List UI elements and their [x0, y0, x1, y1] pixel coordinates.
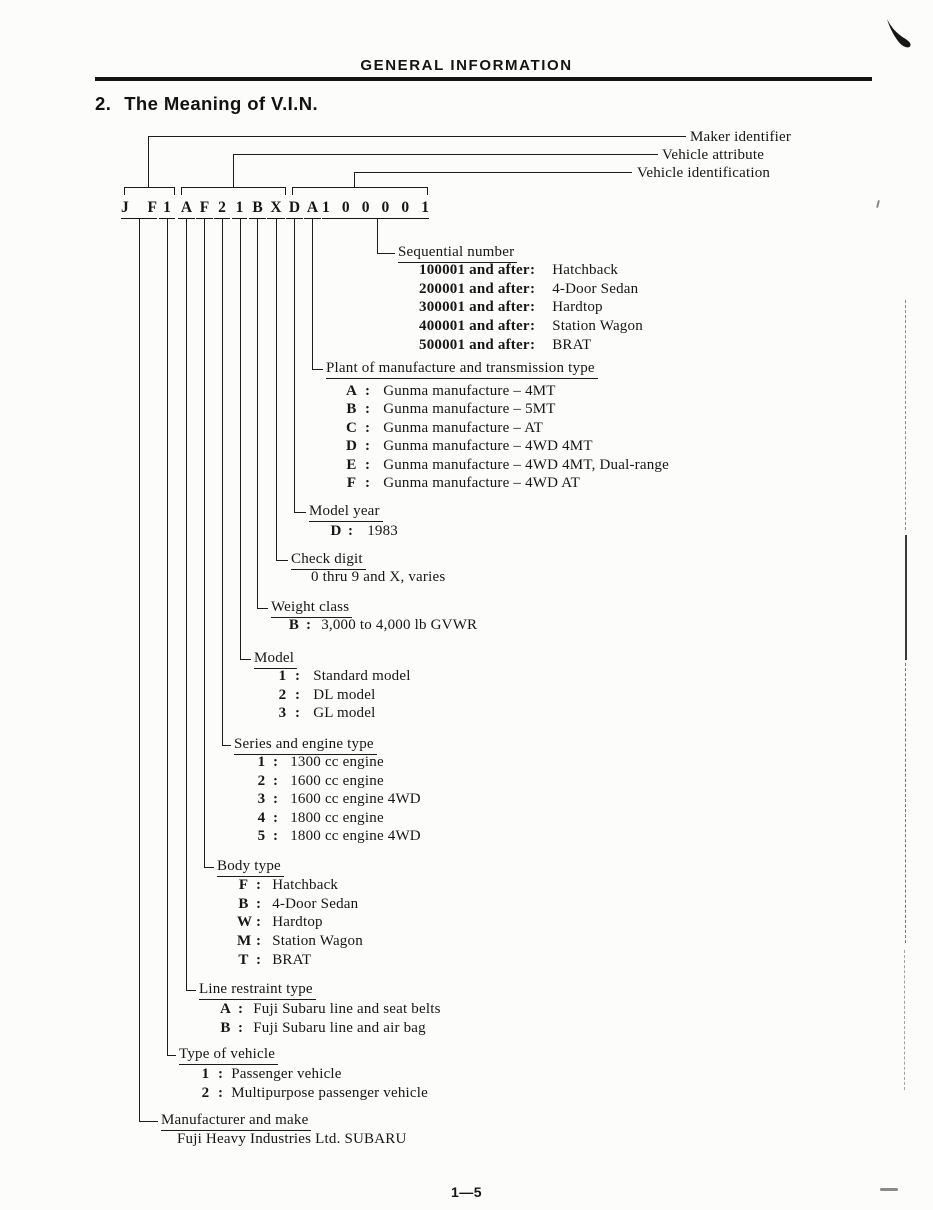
item-key: 500001 and after	[419, 336, 530, 353]
item-colon: :	[273, 809, 279, 826]
section-label-manufacturer-and-make: Manufacturer and make	[161, 1112, 311, 1131]
section-item-row	[256, 791, 421, 808]
connector-line	[312, 219, 313, 369]
vin-character-cell	[286, 199, 303, 219]
connector-line	[204, 867, 214, 868]
item-colon: :	[348, 523, 354, 539]
group-label-vehicle-attribute: Vehicle attribute	[662, 147, 765, 163]
item-value: Gunma manufacture – 4MT	[383, 383, 556, 399]
item-colon: :	[238, 1001, 244, 1017]
section-item-row	[419, 299, 603, 316]
item-key: D	[330, 523, 342, 539]
vin-character: A	[306, 199, 319, 216]
vin-character: X	[270, 199, 282, 216]
section-label-plant-of-manufacture-and-transmission-type: Plant of manufacture and transmission type	[326, 360, 598, 379]
item-key: C	[345, 419, 358, 436]
item-value: GL model	[313, 705, 376, 722]
section-item-row	[177, 1131, 407, 1148]
connector-line	[167, 219, 168, 1055]
vin-character-cell	[196, 199, 213, 219]
item-value: Hatchback	[272, 877, 339, 893]
vin-character: 0	[381, 199, 390, 216]
item-key: 2	[257, 772, 266, 789]
item-colon: :	[295, 668, 301, 684]
item-value: 1600 cc engine 4WD	[290, 791, 421, 807]
connector-line	[276, 219, 277, 560]
vin-character-cell	[214, 199, 230, 219]
scan-edge-artifact	[905, 535, 907, 660]
item-colon: :	[365, 401, 371, 418]
connector-line	[257, 219, 258, 608]
section-item-row	[345, 457, 669, 474]
section-item-row	[256, 810, 384, 827]
section-label-check-digit: Check digit	[291, 551, 366, 570]
item-key: 3	[278, 705, 287, 722]
vin-character-cell	[249, 199, 266, 219]
item-key: A	[345, 383, 358, 399]
item-colon: :	[218, 1066, 224, 1082]
vin-character: 1	[163, 199, 171, 216]
connector-line	[139, 1121, 158, 1122]
item-key: E	[346, 456, 357, 473]
group-label-vehicle-identification: Vehicle identification	[637, 165, 771, 181]
connector-line	[377, 219, 378, 253]
group-label-maker-identifier: Maker identifier	[690, 129, 792, 145]
item-colon: :	[273, 754, 279, 770]
item-key: F	[346, 475, 357, 491]
item-value: Gunma manufacture – 4WD AT	[383, 475, 581, 491]
section-item-row	[277, 668, 411, 685]
item-value: Gunma manufacture – AT	[383, 419, 543, 436]
pen-mark-artifact	[884, 18, 918, 50]
page-number: 1—5	[450, 1184, 483, 1200]
item-value: BRAT	[272, 951, 312, 968]
item-key: D	[345, 438, 358, 455]
vin-group-bracket	[181, 187, 286, 195]
vin-character: 0	[341, 199, 350, 216]
item-key: 5	[257, 828, 266, 844]
item-value: Fuji Subaru line and air bag	[253, 1019, 426, 1036]
scan-edge-artifact	[904, 950, 905, 1090]
item-value: DL model	[313, 686, 376, 703]
item-key: T	[238, 951, 249, 968]
item-value: Station Wagon	[272, 933, 363, 950]
vin-character-cell	[178, 199, 195, 219]
connector-line	[186, 219, 187, 990]
section-item-row	[256, 828, 421, 845]
connector-line	[222, 745, 231, 746]
item-value: Hardtop	[272, 914, 323, 931]
vin-character-cell	[159, 199, 175, 219]
item-value: Hatchback	[552, 262, 619, 278]
item-key: F	[238, 877, 249, 893]
scan-edge-artifact	[905, 663, 906, 943]
item-value: 4-Door Sedan	[552, 280, 639, 297]
vin-group-bracket	[292, 187, 428, 195]
item-key: 2	[278, 686, 287, 703]
connector-line	[377, 253, 395, 254]
item-colon: :	[295, 686, 301, 703]
section-item-row	[237, 914, 323, 931]
item-value: Hardtop	[552, 299, 603, 316]
item-colon: :	[365, 475, 371, 491]
item-colon: :	[273, 791, 279, 807]
item-key: 1	[257, 754, 266, 770]
section-label-model: Model	[254, 650, 297, 669]
item-value: Station Wagon	[552, 318, 643, 335]
section-label-sequential-number: Sequential number	[398, 244, 517, 263]
item-key: 2	[201, 1085, 210, 1102]
vin-character-cell	[267, 199, 285, 219]
scan-speck-artifact	[876, 200, 880, 208]
item-colon: :	[306, 617, 312, 633]
section-item-row	[311, 569, 445, 586]
section-item-row	[256, 773, 384, 790]
section-item-row	[219, 1020, 426, 1037]
item-colon: :	[365, 438, 371, 455]
item-colon: :	[218, 1085, 224, 1102]
vin-character: 2	[218, 199, 226, 216]
item-colon: :	[530, 280, 536, 297]
section-label-body-type: Body type	[217, 858, 284, 877]
section-label-weight-class: Weight class	[271, 599, 352, 618]
vin-character: 0	[401, 199, 410, 216]
vin-character: 1	[421, 199, 429, 216]
connector-line	[222, 219, 223, 745]
section-item-row	[419, 281, 638, 298]
connector-line	[354, 172, 355, 187]
section-item-row	[419, 337, 591, 354]
page-header: GENERAL INFORMATION	[360, 57, 573, 74]
item-key: B	[220, 1019, 231, 1036]
vin-character: 1	[235, 199, 244, 216]
item-value: Gunma manufacture – 5MT	[383, 401, 556, 418]
item-key: B	[288, 617, 300, 633]
section-item-row	[237, 933, 363, 950]
section-item-row	[345, 420, 543, 437]
item-colon: :	[256, 914, 262, 931]
section-item-row	[345, 401, 556, 418]
item-value: 1600 cc engine	[290, 772, 384, 789]
section-item-row	[277, 705, 375, 722]
section-item-row	[419, 262, 618, 279]
vin-character: A	[180, 199, 193, 216]
item-value: BRAT	[552, 336, 592, 353]
section-title-text: The Meaning of V.I.N.	[124, 93, 318, 114]
connector-line	[139, 219, 140, 1121]
scan-edge-artifact	[905, 300, 906, 530]
section-item-row	[277, 687, 375, 704]
vin-character: F	[147, 199, 157, 216]
vin-character-cell	[304, 199, 321, 219]
connector-line	[312, 369, 323, 370]
section-item-row	[419, 318, 643, 335]
item-value: 3,000 to 4,000 lb GVWR	[321, 617, 478, 633]
item-value: 1983	[367, 523, 399, 539]
item-colon: :	[295, 705, 301, 722]
item-colon: :	[530, 262, 536, 278]
vin-group-bracket	[124, 187, 175, 195]
item-key: 200001 and after	[419, 280, 530, 297]
item-key: 1	[201, 1066, 210, 1082]
connector-line	[233, 154, 234, 187]
item-key: A	[219, 1001, 232, 1017]
section-item-row	[345, 475, 580, 492]
item-colon: :	[530, 336, 536, 353]
section-label-series-and-engine-type: Series and engine type	[234, 736, 377, 755]
connector-line	[186, 990, 196, 991]
connector-line	[354, 172, 632, 173]
item-colon: :	[256, 877, 262, 893]
section-item-row	[345, 438, 593, 455]
item-colon: :	[273, 772, 279, 789]
section-item-row	[237, 896, 358, 913]
item-key: 300001 and after	[419, 299, 530, 316]
item-value: Gunma manufacture – 4WD 4MT	[383, 438, 593, 455]
item-colon: :	[238, 1019, 244, 1036]
connector-line	[233, 154, 658, 155]
connector-line	[240, 659, 251, 660]
vin-character: 1	[322, 199, 330, 216]
item-value: Passenger vehicle	[231, 1066, 342, 1082]
item-value: 0 thru 9 and X, varies	[311, 569, 446, 585]
section-item-row	[200, 1085, 428, 1102]
section-item-row	[345, 383, 556, 400]
item-colon: :	[365, 419, 371, 436]
item-colon: :	[365, 383, 371, 399]
connector-line	[257, 608, 268, 609]
item-value: 1800 cc engine 4WD	[290, 828, 421, 844]
vin-character: D	[288, 199, 301, 216]
item-colon: :	[256, 895, 262, 912]
section-number: 2.	[95, 93, 112, 114]
item-value: Gunma manufacture – 4WD 4MT, Dual-range	[383, 456, 669, 473]
item-value: 1300 cc engine	[290, 754, 384, 770]
page-title	[95, 93, 318, 115]
item-value: Standard model	[313, 668, 411, 684]
vin-character-cell	[232, 199, 247, 219]
connector-line	[240, 219, 241, 659]
item-key: 100001 and after	[419, 262, 530, 278]
item-colon: :	[530, 318, 536, 335]
item-colon: :	[273, 828, 279, 844]
connector-line	[204, 219, 205, 867]
item-key: B	[346, 401, 357, 418]
section-item-row	[237, 952, 311, 969]
item-key: W	[237, 914, 253, 931]
item-value: 4-Door Sedan	[272, 895, 359, 912]
connector-line	[148, 136, 149, 187]
vin-character-cell	[322, 199, 429, 219]
connector-line	[294, 219, 295, 512]
section-label-model-year: Model year	[309, 503, 383, 522]
vin-character: J	[121, 199, 129, 216]
item-key: 1	[278, 668, 287, 684]
section-label-type-of-vehicle: Type of vehicle	[179, 1046, 278, 1065]
item-key: 3	[257, 791, 266, 807]
item-colon: :	[365, 456, 371, 473]
item-colon: :	[256, 951, 262, 968]
section-item-row	[330, 523, 398, 540]
item-key: M	[237, 933, 252, 950]
item-value: Fuji Heavy Industries Ltd. SUBARU	[177, 1131, 407, 1147]
vin-character-cell	[121, 199, 157, 219]
connector-line	[148, 136, 686, 137]
header-rule	[95, 77, 872, 81]
item-key: 400001 and after	[419, 318, 530, 335]
vin-character: F	[199, 199, 210, 216]
vin-character: B	[252, 199, 263, 216]
item-value: Multipurpose passenger vehicle	[231, 1085, 428, 1102]
item-value: 1800 cc engine	[290, 809, 384, 826]
section-label-line-restraint-type: Line restraint type	[199, 981, 316, 1000]
item-key: B	[238, 895, 249, 912]
vin-character: 0	[361, 199, 370, 216]
connector-line	[167, 1055, 176, 1056]
section-item-row	[237, 877, 338, 894]
item-value: Fuji Subaru line and seat belts	[253, 1001, 441, 1017]
item-key: 4	[257, 809, 266, 826]
scan-speck-artifact	[880, 1188, 898, 1191]
section-item-row	[200, 1066, 342, 1083]
section-item-row	[288, 617, 477, 634]
item-colon: :	[256, 933, 262, 950]
connector-line	[276, 560, 288, 561]
section-item-row	[219, 1001, 441, 1018]
item-colon: :	[530, 299, 536, 316]
section-item-row	[256, 754, 384, 771]
connector-line	[294, 512, 306, 513]
